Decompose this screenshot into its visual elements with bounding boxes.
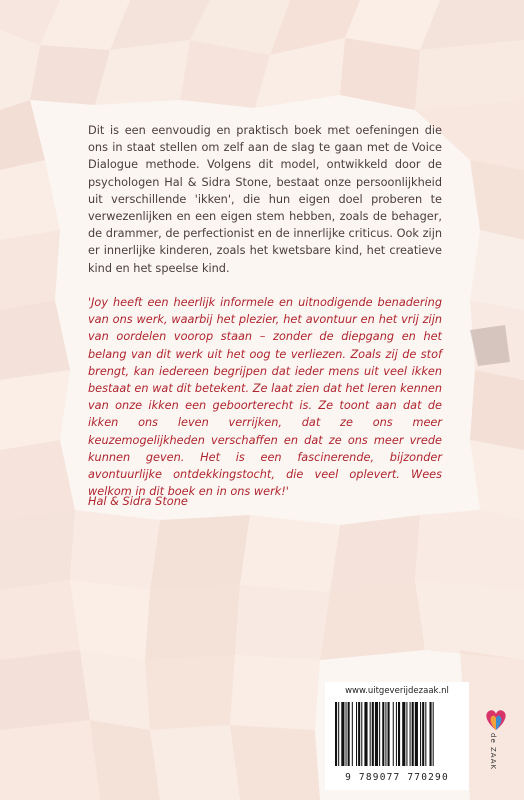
- isbn-number: 9 789077 770290: [345, 772, 449, 783]
- isbn-barcode: [333, 702, 461, 766]
- barcode-panel: [325, 682, 469, 790]
- back-cover-blurb: Dit is een eenvoudig en praktisch boek met oefeningen die ons in staat stellen om zelf aan de slag te gaan met de Voice Dialogue methode. Volgens dit model, ontwikkeld door de psychologen Hal & Sidra Stone, bestaat onze persoonlijkheid uit verschillende 'ikken', die hun eigen doel proberen te verwezenlijken en een eigen stem hebben, zoals de behager, de drammer, de perfectionist en de innerlijke criticus. Ook zijn er innerlijke kinderen, zoals het kwetsbare kind, het creatieve kind en het speelse kind.: [88, 124, 442, 275]
- endorsement-quote: 'Joy heeft een heerlijk informele en uitnodigende benadering van ons werk, waarbij het plezier, het avontuur en het vrij zijn van oordelen voorop staan – zonder de diepgang en het belang van dit werk uit het oog te verliezen. Zoals zij de stof brengt, kan iedereen begrijpen dat ieder mens uit veel ikken bestaat en wat dit betekent. Ze laat zien dat het leren kennen van onze ikken een geboorterecht is. Ze toont aan dat de ikken ons leven verrijken, dat ze ons meer keuzemogelijkheden verschaffen en dat ze ons meer vrede kunnen geven. Het is een fascinerende, bijzonder avontuurlijke ontdekkingstocht, die veel oplevert. Wees welkom in dit boek en in ons werk!': [88, 296, 442, 499]
- publisher-logo-text: de ZAAK: [489, 733, 497, 771]
- quote-author: Hal & Sidra Stone: [88, 495, 188, 508]
- publisher-url: www.uitgeverijdezaak.nl: [345, 686, 449, 696]
